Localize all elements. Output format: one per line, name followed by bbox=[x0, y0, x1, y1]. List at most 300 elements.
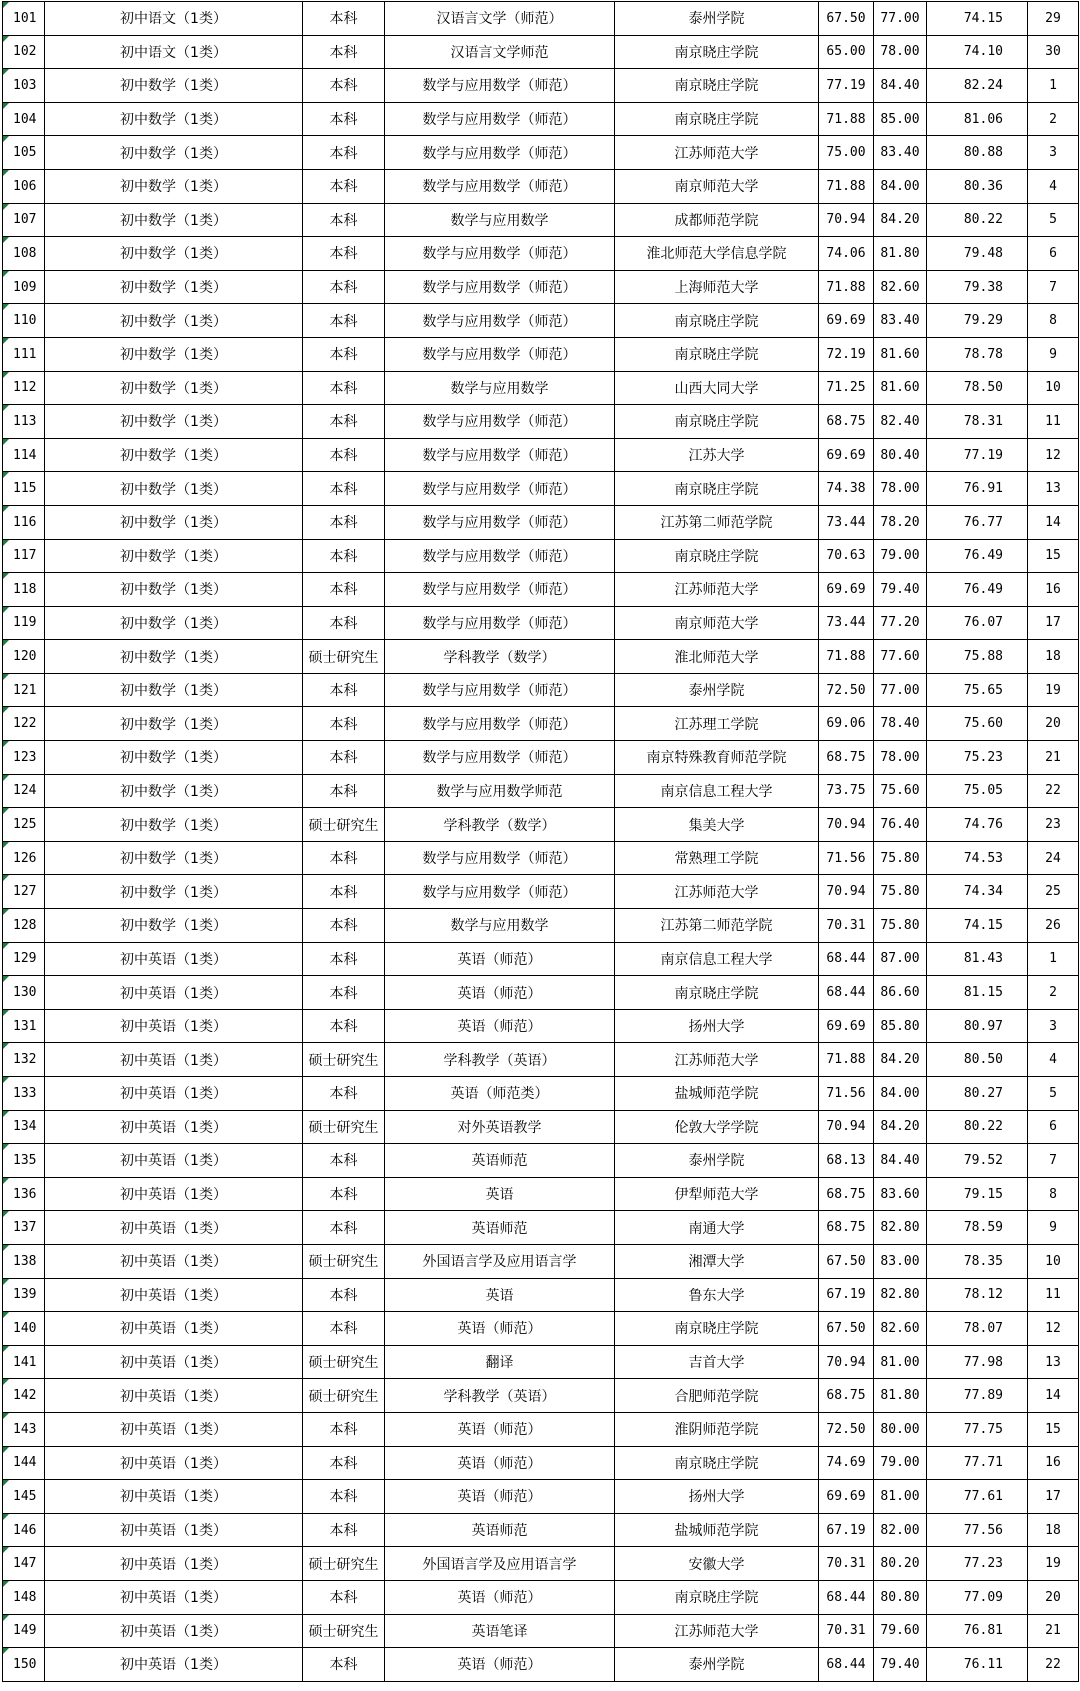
serial-number-cell: 102 bbox=[3, 35, 45, 69]
school-cell: 南京信息工程大学 bbox=[615, 942, 819, 976]
position-cell: 初中英语（1类） bbox=[45, 1177, 303, 1211]
serial-number-cell: 118 bbox=[3, 573, 45, 607]
total-score-cell: 78.12 bbox=[927, 1278, 1028, 1312]
serial-number-cell: 110 bbox=[3, 304, 45, 338]
serial-number-cell: 117 bbox=[3, 539, 45, 573]
table-row bbox=[3, 1513, 1079, 1547]
written-score-cell: 67.19 bbox=[819, 1513, 874, 1547]
written-score-cell: 67.50 bbox=[819, 2, 874, 36]
degree-cell: 本科 bbox=[303, 741, 385, 775]
position-cell: 初中英语（1类） bbox=[45, 1312, 303, 1346]
major-cell: 学科教学（英语） bbox=[385, 1043, 615, 1077]
rank-cell: 14 bbox=[1028, 505, 1079, 539]
table-row bbox=[3, 909, 1079, 943]
total-score-cell: 76.49 bbox=[927, 573, 1028, 607]
position-cell: 初中数学（1类） bbox=[45, 539, 303, 573]
written-score-cell: 73.44 bbox=[819, 505, 874, 539]
major-cell: 数学与应用数学 bbox=[385, 909, 615, 943]
serial-number-cell: 111 bbox=[3, 337, 45, 371]
interview-score-cell: 83.40 bbox=[874, 304, 927, 338]
serial-number-cell: 112 bbox=[3, 371, 45, 405]
interview-score-cell: 78.00 bbox=[874, 35, 927, 69]
degree-cell: 本科 bbox=[303, 1312, 385, 1346]
interview-score-cell: 76.40 bbox=[874, 808, 927, 842]
total-score-cell: 75.05 bbox=[927, 774, 1028, 808]
school-cell: 鲁东大学 bbox=[615, 1278, 819, 1312]
rank-cell: 10 bbox=[1028, 1244, 1079, 1278]
degree-cell: 硕士研究生 bbox=[303, 640, 385, 674]
major-cell: 汉语言文学（师范） bbox=[385, 2, 615, 36]
interview-score-cell: 81.00 bbox=[874, 1480, 927, 1514]
table-row bbox=[3, 102, 1079, 136]
rank-cell: 2 bbox=[1028, 976, 1079, 1010]
written-score-cell: 68.44 bbox=[819, 1648, 874, 1682]
school-cell: 集美大学 bbox=[615, 808, 819, 842]
serial-number-cell: 132 bbox=[3, 1043, 45, 1077]
interview-score-cell: 83.00 bbox=[874, 1244, 927, 1278]
degree-cell: 硕士研究生 bbox=[303, 1345, 385, 1379]
serial-number-cell: 101 bbox=[3, 2, 45, 36]
degree-cell: 本科 bbox=[303, 1446, 385, 1480]
position-cell: 初中英语（1类） bbox=[45, 1345, 303, 1379]
written-score-cell: 65.00 bbox=[819, 35, 874, 69]
rank-cell: 26 bbox=[1028, 909, 1079, 943]
table-row bbox=[3, 1211, 1079, 1245]
total-score-cell: 75.23 bbox=[927, 741, 1028, 775]
position-cell: 初中数学（1类） bbox=[45, 237, 303, 271]
written-score-cell: 74.69 bbox=[819, 1446, 874, 1480]
major-cell: 学科教学（英语） bbox=[385, 1379, 615, 1413]
school-cell: 江苏师范大学 bbox=[615, 136, 819, 170]
school-cell: 泰州学院 bbox=[615, 1144, 819, 1178]
degree-cell: 硕士研究生 bbox=[303, 1043, 385, 1077]
school-cell: 盐城师范学院 bbox=[615, 1513, 819, 1547]
interview-score-cell: 78.40 bbox=[874, 707, 927, 741]
school-cell: 南京师范大学 bbox=[615, 169, 819, 203]
table-row bbox=[3, 304, 1079, 338]
position-cell: 初中数学（1类） bbox=[45, 438, 303, 472]
total-score-cell: 82.24 bbox=[927, 69, 1028, 103]
major-cell: 翻译 bbox=[385, 1345, 615, 1379]
position-cell: 初中数学（1类） bbox=[45, 102, 303, 136]
rank-cell: 7 bbox=[1028, 270, 1079, 304]
position-cell: 初中英语（1类） bbox=[45, 1547, 303, 1581]
position-cell: 初中英语（1类） bbox=[45, 1110, 303, 1144]
degree-cell: 本科 bbox=[303, 270, 385, 304]
written-score-cell: 70.94 bbox=[819, 203, 874, 237]
total-score-cell: 81.06 bbox=[927, 102, 1028, 136]
written-score-cell: 74.06 bbox=[819, 237, 874, 271]
rank-cell: 15 bbox=[1028, 1412, 1079, 1446]
degree-cell: 本科 bbox=[303, 1211, 385, 1245]
degree-cell: 本科 bbox=[303, 237, 385, 271]
major-cell: 英语师范 bbox=[385, 1211, 615, 1245]
position-cell: 初中英语（1类） bbox=[45, 1446, 303, 1480]
table-row bbox=[3, 237, 1079, 271]
major-cell: 外国语言学及应用语言学 bbox=[385, 1547, 615, 1581]
written-score-cell: 70.94 bbox=[819, 1110, 874, 1144]
table-row bbox=[3, 707, 1079, 741]
written-score-cell: 69.69 bbox=[819, 304, 874, 338]
major-cell: 数学与应用数学（师范） bbox=[385, 438, 615, 472]
rank-cell: 1 bbox=[1028, 942, 1079, 976]
table-row bbox=[3, 35, 1079, 69]
position-cell: 初中数学（1类） bbox=[45, 270, 303, 304]
school-cell: 南京晓庄学院 bbox=[615, 976, 819, 1010]
major-cell: 英语（师范） bbox=[385, 976, 615, 1010]
major-cell: 数学与应用数学（师范） bbox=[385, 573, 615, 607]
interview-score-cell: 84.00 bbox=[874, 1077, 927, 1111]
degree-cell: 本科 bbox=[303, 1480, 385, 1514]
major-cell: 数学与应用数学（师范） bbox=[385, 405, 615, 439]
table-row bbox=[3, 1614, 1079, 1648]
serial-number-cell: 106 bbox=[3, 169, 45, 203]
interview-score-cell: 82.40 bbox=[874, 405, 927, 439]
school-cell: 南京晓庄学院 bbox=[615, 304, 819, 338]
total-score-cell: 81.15 bbox=[927, 976, 1028, 1010]
degree-cell: 本科 bbox=[303, 875, 385, 909]
serial-number-cell: 121 bbox=[3, 673, 45, 707]
rank-cell: 25 bbox=[1028, 875, 1079, 909]
rank-cell: 13 bbox=[1028, 1345, 1079, 1379]
position-cell: 初中数学（1类） bbox=[45, 203, 303, 237]
major-cell: 数学与应用数学（师范） bbox=[385, 505, 615, 539]
written-score-cell: 70.31 bbox=[819, 1614, 874, 1648]
major-cell: 英语师范 bbox=[385, 1144, 615, 1178]
rank-cell: 19 bbox=[1028, 1547, 1079, 1581]
school-cell: 南京晓庄学院 bbox=[615, 69, 819, 103]
serial-number-cell: 124 bbox=[3, 774, 45, 808]
interview-score-cell: 84.20 bbox=[874, 1043, 927, 1077]
position-cell: 初中数学（1类） bbox=[45, 405, 303, 439]
serial-number-cell: 113 bbox=[3, 405, 45, 439]
rank-cell: 8 bbox=[1028, 1177, 1079, 1211]
written-score-cell: 77.19 bbox=[819, 69, 874, 103]
position-cell: 初中数学（1类） bbox=[45, 909, 303, 943]
table-row bbox=[3, 875, 1079, 909]
total-score-cell: 74.53 bbox=[927, 841, 1028, 875]
serial-number-cell: 128 bbox=[3, 909, 45, 943]
major-cell: 学科教学（数学） bbox=[385, 640, 615, 674]
interview-score-cell: 84.40 bbox=[874, 69, 927, 103]
written-score-cell: 68.75 bbox=[819, 1379, 874, 1413]
position-cell: 初中语文（1类） bbox=[45, 35, 303, 69]
major-cell: 数学与应用数学（师范） bbox=[385, 472, 615, 506]
school-cell: 南京晓庄学院 bbox=[615, 35, 819, 69]
major-cell: 数学与应用数学师范 bbox=[385, 774, 615, 808]
serial-number-cell: 108 bbox=[3, 237, 45, 271]
interview-score-cell: 82.80 bbox=[874, 1278, 927, 1312]
table-row bbox=[3, 1547, 1079, 1581]
position-cell: 初中英语（1类） bbox=[45, 976, 303, 1010]
position-cell: 初中数学（1类） bbox=[45, 472, 303, 506]
written-score-cell: 67.50 bbox=[819, 1244, 874, 1278]
interview-score-cell: 77.00 bbox=[874, 673, 927, 707]
written-score-cell: 67.50 bbox=[819, 1312, 874, 1346]
school-cell: 南京晓庄学院 bbox=[615, 337, 819, 371]
degree-cell: 硕士研究生 bbox=[303, 1110, 385, 1144]
total-score-cell: 78.78 bbox=[927, 337, 1028, 371]
major-cell: 数学与应用数学（师范） bbox=[385, 875, 615, 909]
school-cell: 泰州学院 bbox=[615, 1648, 819, 1682]
written-score-cell: 68.44 bbox=[819, 1580, 874, 1614]
school-cell: 南京师范大学 bbox=[615, 606, 819, 640]
written-score-cell: 75.00 bbox=[819, 136, 874, 170]
total-score-cell: 75.60 bbox=[927, 707, 1028, 741]
position-cell: 初中英语（1类） bbox=[45, 1412, 303, 1446]
total-score-cell: 79.48 bbox=[927, 237, 1028, 271]
rank-cell: 13 bbox=[1028, 472, 1079, 506]
interview-score-cell: 77.00 bbox=[874, 2, 927, 36]
degree-cell: 本科 bbox=[303, 539, 385, 573]
serial-number-cell: 138 bbox=[3, 1244, 45, 1278]
serial-number-cell: 125 bbox=[3, 808, 45, 842]
degree-cell: 本科 bbox=[303, 573, 385, 607]
position-cell: 初中英语（1类） bbox=[45, 1379, 303, 1413]
position-cell: 初中数学（1类） bbox=[45, 573, 303, 607]
total-score-cell: 76.11 bbox=[927, 1648, 1028, 1682]
degree-cell: 本科 bbox=[303, 606, 385, 640]
major-cell: 英语（师范） bbox=[385, 1446, 615, 1480]
total-score-cell: 80.22 bbox=[927, 1110, 1028, 1144]
serial-number-cell: 145 bbox=[3, 1480, 45, 1514]
degree-cell: 本科 bbox=[303, 1177, 385, 1211]
rank-cell: 11 bbox=[1028, 405, 1079, 439]
table-row bbox=[3, 1110, 1079, 1144]
written-score-cell: 70.31 bbox=[819, 909, 874, 943]
degree-cell: 硕士研究生 bbox=[303, 1244, 385, 1278]
major-cell: 数学与应用数学（师范） bbox=[385, 69, 615, 103]
rank-cell: 22 bbox=[1028, 774, 1079, 808]
table-row bbox=[3, 337, 1079, 371]
total-score-cell: 75.65 bbox=[927, 673, 1028, 707]
interview-score-cell: 82.60 bbox=[874, 1312, 927, 1346]
written-score-cell: 71.88 bbox=[819, 270, 874, 304]
serial-number-cell: 109 bbox=[3, 270, 45, 304]
serial-number-cell: 141 bbox=[3, 1345, 45, 1379]
table-row bbox=[3, 1345, 1079, 1379]
written-score-cell: 71.88 bbox=[819, 169, 874, 203]
written-score-cell: 70.94 bbox=[819, 875, 874, 909]
major-cell: 数学与应用数学 bbox=[385, 371, 615, 405]
school-cell: 南通大学 bbox=[615, 1211, 819, 1245]
position-cell: 初中数学（1类） bbox=[45, 841, 303, 875]
school-cell: 南京晓庄学院 bbox=[615, 1312, 819, 1346]
rank-cell: 12 bbox=[1028, 438, 1079, 472]
serial-number-cell: 142 bbox=[3, 1379, 45, 1413]
total-score-cell: 80.88 bbox=[927, 136, 1028, 170]
written-score-cell: 74.38 bbox=[819, 472, 874, 506]
total-score-cell: 80.27 bbox=[927, 1077, 1028, 1111]
major-cell: 数学与应用数学（师范） bbox=[385, 741, 615, 775]
written-score-cell: 69.69 bbox=[819, 573, 874, 607]
major-cell: 数学与应用数学（师范） bbox=[385, 136, 615, 170]
written-score-cell: 67.19 bbox=[819, 1278, 874, 1312]
serial-number-cell: 131 bbox=[3, 1009, 45, 1043]
major-cell: 英语 bbox=[385, 1278, 615, 1312]
table-row bbox=[3, 942, 1079, 976]
degree-cell: 硕士研究生 bbox=[303, 1379, 385, 1413]
major-cell: 英语 bbox=[385, 1177, 615, 1211]
written-score-cell: 71.56 bbox=[819, 1077, 874, 1111]
position-cell: 初中数学（1类） bbox=[45, 673, 303, 707]
table-row bbox=[3, 1379, 1079, 1413]
school-cell: 伊犁师范大学 bbox=[615, 1177, 819, 1211]
degree-cell: 本科 bbox=[303, 371, 385, 405]
written-score-cell: 71.88 bbox=[819, 102, 874, 136]
position-cell: 初中数学（1类） bbox=[45, 505, 303, 539]
major-cell: 数学与应用数学（师范） bbox=[385, 169, 615, 203]
table-row bbox=[3, 1244, 1079, 1278]
serial-number-cell: 126 bbox=[3, 841, 45, 875]
written-score-cell: 69.06 bbox=[819, 707, 874, 741]
written-score-cell: 69.69 bbox=[819, 438, 874, 472]
rank-cell: 9 bbox=[1028, 1211, 1079, 1245]
position-cell: 初中数学（1类） bbox=[45, 640, 303, 674]
school-cell: 南京晓庄学院 bbox=[615, 472, 819, 506]
school-cell: 扬州大学 bbox=[615, 1480, 819, 1514]
degree-cell: 本科 bbox=[303, 1412, 385, 1446]
rank-cell: 9 bbox=[1028, 337, 1079, 371]
rank-cell: 18 bbox=[1028, 1513, 1079, 1547]
degree-cell: 本科 bbox=[303, 505, 385, 539]
serial-number-cell: 115 bbox=[3, 472, 45, 506]
school-cell: 泰州学院 bbox=[615, 2, 819, 36]
school-cell: 上海师范大学 bbox=[615, 270, 819, 304]
degree-cell: 本科 bbox=[303, 976, 385, 1010]
table-row bbox=[3, 841, 1079, 875]
serial-number-cell: 135 bbox=[3, 1144, 45, 1178]
school-cell: 伦敦大学学院 bbox=[615, 1110, 819, 1144]
serial-number-cell: 114 bbox=[3, 438, 45, 472]
interview-score-cell: 78.20 bbox=[874, 505, 927, 539]
serial-number-cell: 143 bbox=[3, 1412, 45, 1446]
serial-number-cell: 133 bbox=[3, 1077, 45, 1111]
table-row bbox=[3, 976, 1079, 1010]
rank-cell: 22 bbox=[1028, 1648, 1079, 1682]
total-score-cell: 74.15 bbox=[927, 2, 1028, 36]
school-cell: 江苏师范大学 bbox=[615, 1043, 819, 1077]
degree-cell: 本科 bbox=[303, 942, 385, 976]
rank-cell: 7 bbox=[1028, 1144, 1079, 1178]
major-cell: 英语师范 bbox=[385, 1513, 615, 1547]
major-cell: 英语（师范） bbox=[385, 1312, 615, 1346]
rank-cell: 6 bbox=[1028, 237, 1079, 271]
table-row bbox=[3, 1177, 1079, 1211]
serial-number-cell: 134 bbox=[3, 1110, 45, 1144]
major-cell: 数学与应用数学（师范） bbox=[385, 539, 615, 573]
interview-score-cell: 79.40 bbox=[874, 1648, 927, 1682]
written-score-cell: 71.56 bbox=[819, 841, 874, 875]
degree-cell: 本科 bbox=[303, 841, 385, 875]
school-cell: 南京晓庄学院 bbox=[615, 539, 819, 573]
rank-cell: 23 bbox=[1028, 808, 1079, 842]
school-cell: 江苏师范大学 bbox=[615, 875, 819, 909]
total-score-cell: 78.31 bbox=[927, 405, 1028, 439]
position-cell: 初中数学（1类） bbox=[45, 337, 303, 371]
total-score-cell: 78.35 bbox=[927, 1244, 1028, 1278]
interview-score-cell: 75.80 bbox=[874, 909, 927, 943]
position-cell: 初中数学（1类） bbox=[45, 606, 303, 640]
total-score-cell: 77.19 bbox=[927, 438, 1028, 472]
serial-number-cell: 148 bbox=[3, 1580, 45, 1614]
degree-cell: 本科 bbox=[303, 69, 385, 103]
major-cell: 英语（师范） bbox=[385, 1580, 615, 1614]
position-cell: 初中数学（1类） bbox=[45, 875, 303, 909]
degree-cell: 本科 bbox=[303, 673, 385, 707]
interview-score-cell: 75.80 bbox=[874, 841, 927, 875]
table-row bbox=[3, 673, 1079, 707]
degree-cell: 本科 bbox=[303, 707, 385, 741]
serial-number-cell: 104 bbox=[3, 102, 45, 136]
written-score-cell: 68.75 bbox=[819, 741, 874, 775]
total-score-cell: 78.07 bbox=[927, 1312, 1028, 1346]
total-score-cell: 77.71 bbox=[927, 1446, 1028, 1480]
major-cell: 数学与应用数学（师范） bbox=[385, 304, 615, 338]
school-cell: 南京晓庄学院 bbox=[615, 405, 819, 439]
degree-cell: 本科 bbox=[303, 1580, 385, 1614]
table-row bbox=[3, 640, 1079, 674]
interview-score-cell: 84.20 bbox=[874, 1110, 927, 1144]
degree-cell: 本科 bbox=[303, 774, 385, 808]
degree-cell: 本科 bbox=[303, 438, 385, 472]
table-row bbox=[3, 169, 1079, 203]
position-cell: 初中数学（1类） bbox=[45, 808, 303, 842]
table-row bbox=[3, 808, 1079, 842]
table-row bbox=[3, 774, 1079, 808]
degree-cell: 硕士研究生 bbox=[303, 808, 385, 842]
school-cell: 泰州学院 bbox=[615, 673, 819, 707]
interview-score-cell: 87.00 bbox=[874, 942, 927, 976]
major-cell: 英语（师范） bbox=[385, 1009, 615, 1043]
major-cell: 数学与应用数学（师范） bbox=[385, 707, 615, 741]
written-score-cell: 69.69 bbox=[819, 1480, 874, 1514]
written-score-cell: 68.75 bbox=[819, 405, 874, 439]
table-row bbox=[3, 1043, 1079, 1077]
interview-score-cell: 80.80 bbox=[874, 1580, 927, 1614]
serial-number-cell: 137 bbox=[3, 1211, 45, 1245]
interview-score-cell: 78.00 bbox=[874, 741, 927, 775]
degree-cell: 本科 bbox=[303, 472, 385, 506]
interview-score-cell: 75.80 bbox=[874, 875, 927, 909]
written-score-cell: 68.75 bbox=[819, 1177, 874, 1211]
school-cell: 江苏大学 bbox=[615, 438, 819, 472]
written-score-cell: 69.69 bbox=[819, 1009, 874, 1043]
position-cell: 初中英语（1类） bbox=[45, 1648, 303, 1682]
position-cell: 初中语文（1类） bbox=[45, 2, 303, 36]
interview-score-cell: 81.00 bbox=[874, 1345, 927, 1379]
written-score-cell: 70.94 bbox=[819, 808, 874, 842]
school-cell: 南京信息工程大学 bbox=[615, 774, 819, 808]
rank-cell: 21 bbox=[1028, 1614, 1079, 1648]
major-cell: 对外英语教学 bbox=[385, 1110, 615, 1144]
rank-cell: 5 bbox=[1028, 203, 1079, 237]
interview-score-cell: 83.40 bbox=[874, 136, 927, 170]
rank-cell: 21 bbox=[1028, 741, 1079, 775]
major-cell: 数学与应用数学（师范） bbox=[385, 337, 615, 371]
total-score-cell: 76.77 bbox=[927, 505, 1028, 539]
position-cell: 初中英语（1类） bbox=[45, 942, 303, 976]
table-row bbox=[3, 573, 1079, 607]
table-row bbox=[3, 1009, 1079, 1043]
interview-score-cell: 75.60 bbox=[874, 774, 927, 808]
school-cell: 江苏第二师范学院 bbox=[615, 505, 819, 539]
major-cell: 英语（师范） bbox=[385, 1648, 615, 1682]
written-score-cell: 72.50 bbox=[819, 673, 874, 707]
rank-cell: 19 bbox=[1028, 673, 1079, 707]
interview-score-cell: 80.40 bbox=[874, 438, 927, 472]
position-cell: 初中数学（1类） bbox=[45, 69, 303, 103]
